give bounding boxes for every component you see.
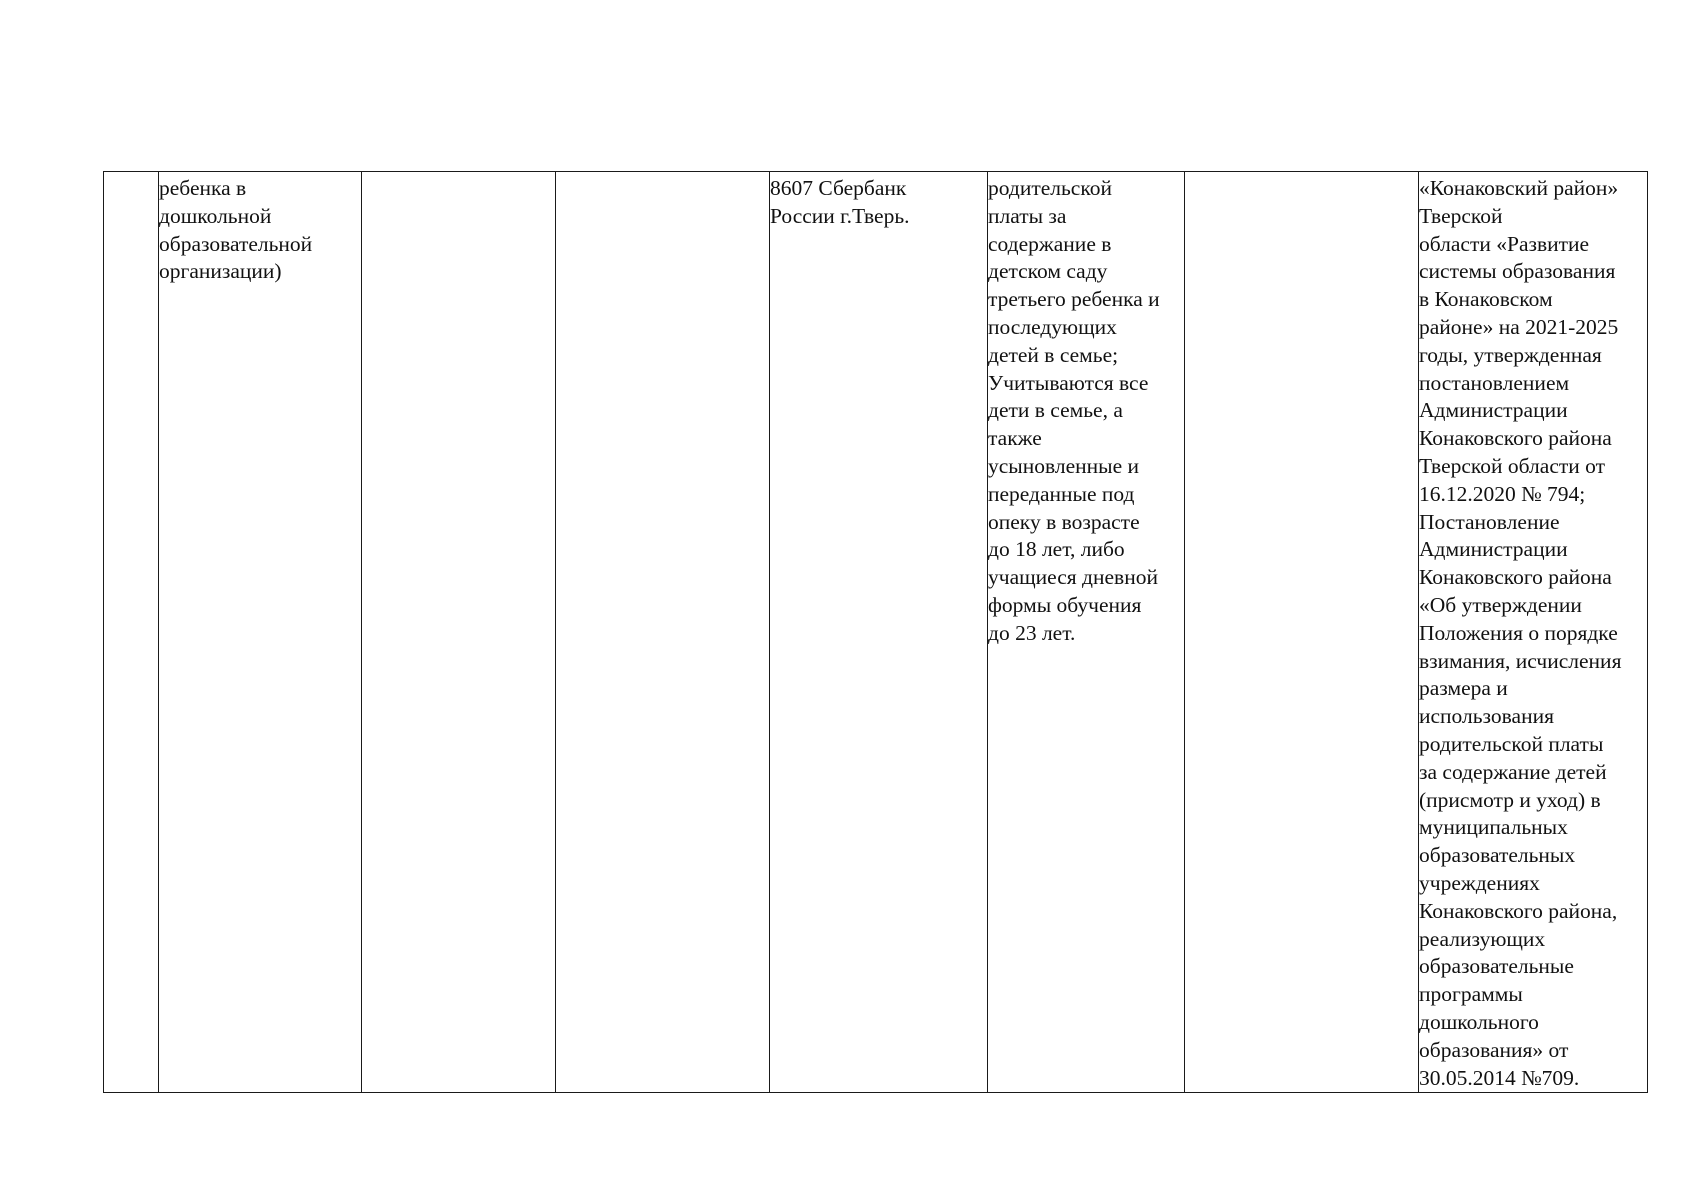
table-cell-empty-7 [1185, 172, 1419, 1093]
table-cell-empty-4 [556, 172, 770, 1093]
table-cell-recipient: ребенка в дошкольной образовательной организации) [159, 172, 362, 1093]
document-table [103, 171, 1648, 1093]
table-cell-legal-basis: «Конаковский район» Тверской области «Развитие системы образования в Конаковском районе» на 2021-2025 годы, утвержденная постановлением Администрации Конаковского района Тверской области от 16.12.2020 № 794; Постановление Администрации Конаковского района «Об утверждении Положения о порядке взимания, исчисления размера и использования родительской платы за содержание детей (присмотр и уход) в муниципальных образовательных учреждениях Конаковского района, реализующих образовательные программы дошкольного образования» от 30.05.2014 №709. [1419, 172, 1648, 1093]
table-cell-conditions: родительской платы за содержание в детском саду третьего ребенка и последующих детей в семье; Учитываются все дети в семье, а также усыновленные и переданные под опеку в возрасте до 18 лет, либо учащиеся дневной формы обучения до 23 лет. [988, 172, 1185, 1093]
table-row [104, 172, 1648, 1093]
table-cell-bank: 8607 Сбербанк России г.Тверь. [770, 172, 988, 1093]
table-cell-number [104, 172, 159, 1093]
table-cell-empty-3 [362, 172, 556, 1093]
